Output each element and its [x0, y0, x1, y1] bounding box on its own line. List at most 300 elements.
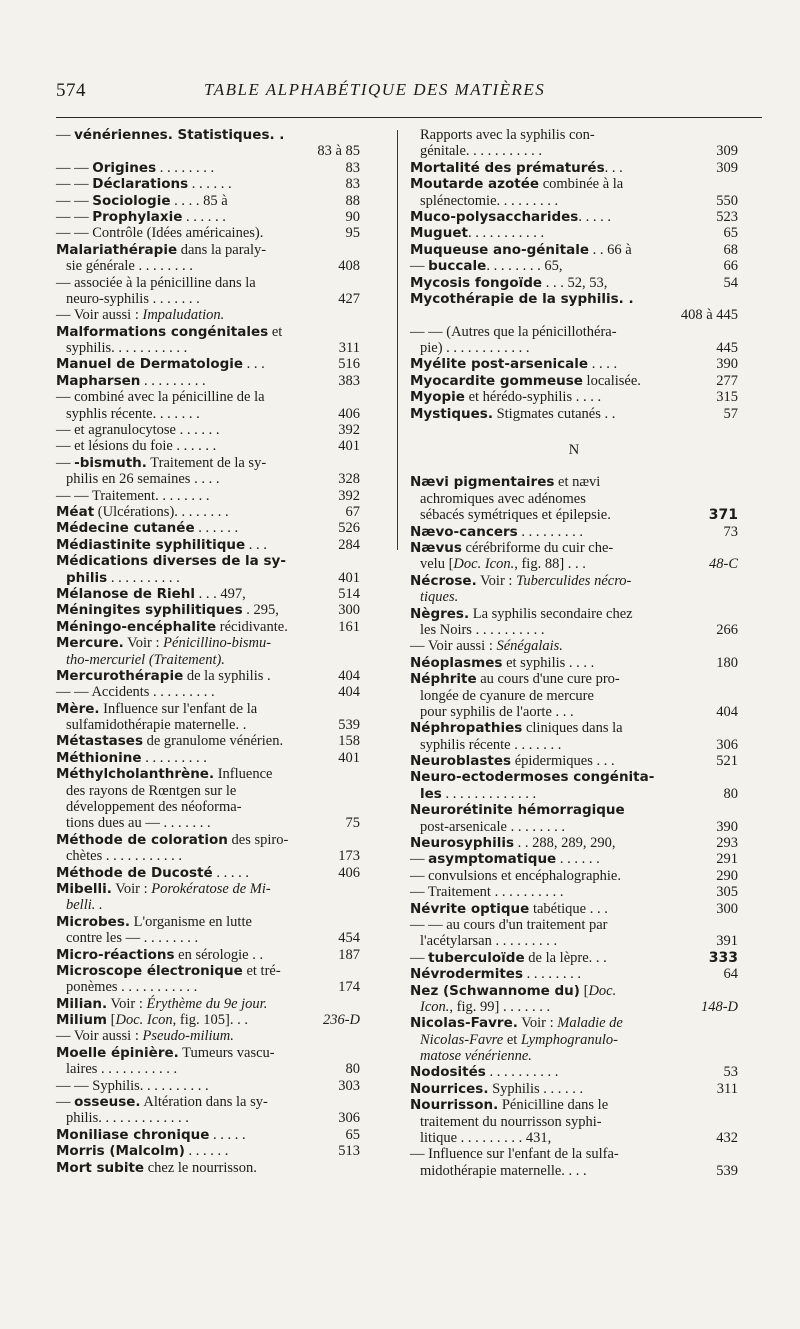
- entry-term: Néoplasmes: [410, 654, 503, 671]
- index-entry: [410, 474, 738, 490]
- index-entry: [56, 668, 360, 684]
- page-reference: 401: [338, 749, 360, 766]
- index-entry: [56, 619, 360, 635]
- entry-text: [56, 160, 214, 176]
- entry-description: . . .: [243, 356, 265, 373]
- index-entry: [56, 1061, 360, 1077]
- page-reference: 311: [338, 340, 360, 357]
- entry-text: [410, 950, 607, 966]
- index-entry: [410, 258, 738, 274]
- page-reference: 80: [723, 785, 738, 802]
- entry-text: [56, 881, 271, 897]
- entry-description: — Voir aussi :: [410, 638, 497, 655]
- page-reference: 539: [338, 717, 360, 734]
- entry-text: [56, 586, 246, 602]
- entry-description: —: [410, 851, 429, 868]
- entry-text: [56, 176, 232, 192]
- entry-description: —: [56, 454, 75, 471]
- page-reference: 83: [345, 159, 360, 176]
- entry-description: — — (Autres que la pénicillothéra-: [410, 323, 617, 340]
- page-reference: 333: [708, 949, 738, 966]
- index-entry: [56, 406, 360, 422]
- entry-term: Neuroblastes: [410, 753, 512, 770]
- entry-text: [410, 275, 607, 291]
- entry-description: — Voir aussi :: [56, 1028, 143, 1045]
- page-reference: 88: [345, 192, 360, 209]
- entry-text: [56, 832, 288, 848]
- page-reference: 309: [716, 143, 738, 160]
- entry-description: contre les — . . . . . . . .: [66, 930, 199, 947]
- index-entry: [56, 1045, 360, 1061]
- index-entry: [410, 688, 738, 704]
- index-column-left: [56, 127, 360, 1176]
- entry-description: —: [56, 1094, 75, 1111]
- entry-term: Mycothérapie de la syphilis. .: [410, 290, 634, 307]
- entry-term: Méningites syphilitiques: [56, 602, 243, 619]
- entry-term: Névrite optique: [410, 900, 530, 917]
- entry-description: et tré-: [242, 962, 281, 979]
- index-entry: [56, 750, 360, 766]
- entry-text: [410, 160, 623, 176]
- entry-reference: Nicolas-Favre: [420, 1031, 504, 1048]
- entry-description: . . . . . .: [188, 176, 232, 193]
- entry-description: . 295,: [242, 602, 279, 619]
- page-reference: 404: [338, 667, 360, 684]
- entry-description: chètes . . . . . . . . . . .: [66, 848, 182, 865]
- index-entry: [410, 589, 738, 605]
- entry-term: Muco-polysaccharides: [410, 208, 579, 225]
- entry-description: . . . . .: [209, 1126, 246, 1143]
- entry-description: , fig. 88] . . .: [514, 556, 586, 573]
- entry-term: Métastases: [56, 733, 143, 750]
- entry-description: . . . .: [588, 356, 618, 373]
- entry-text: [56, 225, 263, 241]
- entry-description: tabétique . . .: [529, 900, 608, 917]
- entry-description: . . . . . . . . . . . . .: [441, 785, 537, 802]
- entry-term: Myopie: [410, 389, 465, 406]
- entry-description: syphlis récente. . . . . . .: [66, 405, 200, 422]
- entry-term: Mort subite: [56, 1159, 145, 1176]
- entry-term: philis: [66, 569, 108, 586]
- index-entry: [56, 373, 360, 389]
- entry-term: asymptomatique: [428, 851, 557, 868]
- entry-description: génitale. . . . . . . . . . .: [420, 143, 543, 160]
- entry-reference: Doc. Icon: [115, 1012, 173, 1029]
- entry-text: [56, 324, 282, 340]
- index-entry: [410, 324, 738, 340]
- entry-term: Myocardite gommeuse: [410, 372, 583, 389]
- index-entry: [410, 1163, 738, 1179]
- entry-description: La syphilis secondaire chez: [469, 605, 633, 622]
- index-entry: [410, 1130, 738, 1146]
- entry-text: [56, 488, 209, 504]
- index-entry: [56, 963, 360, 979]
- entry-term: Mystiques.: [410, 405, 493, 422]
- page-reference: 391: [716, 933, 738, 950]
- entry-term: Sociologie: [92, 192, 171, 209]
- page-number: 574: [56, 80, 86, 101]
- page-reference: 95: [345, 225, 360, 242]
- entry-term: Neurorétinite hémorragique: [410, 802, 625, 819]
- page-reference: 67: [345, 503, 360, 520]
- entry-text: [56, 389, 265, 405]
- entry-text: [410, 1146, 619, 1162]
- index-entry: [410, 950, 738, 966]
- entry-description: Pénicilline dans le: [498, 1097, 609, 1114]
- entry-reference: belli. .: [66, 897, 103, 914]
- entry-text: [56, 619, 288, 635]
- entry-reference: matose vénérienne.: [420, 1048, 532, 1065]
- index-entry: [56, 701, 360, 717]
- entry-description: Voir :: [123, 635, 164, 652]
- index-entry: [56, 176, 360, 192]
- entry-term: Morris (Malcolm): [56, 1143, 185, 1160]
- entry-text: [56, 1045, 275, 1061]
- index-entry: [410, 933, 738, 949]
- entry-term: -bismuth.: [74, 454, 147, 471]
- entry-description: des rayons de Rœntgen sur le: [66, 782, 237, 799]
- entry-text: [420, 786, 536, 802]
- index-entry: [410, 356, 738, 372]
- entry-description: développement des néoforma-: [66, 799, 242, 816]
- index-entry: [410, 704, 738, 720]
- entry-text: [66, 570, 180, 586]
- entry-description: . . . 52, 53,: [542, 274, 608, 291]
- index-entry: [56, 979, 360, 995]
- page-reference: 236-D: [322, 1012, 360, 1029]
- page-reference: 306: [716, 736, 738, 753]
- entry-description: —: [410, 258, 429, 275]
- entry-description: . . . . . . . . . . .: [467, 225, 545, 242]
- index-entry: [56, 389, 360, 405]
- entry-description: . . . . . . . . . .: [485, 1064, 559, 1081]
- entry-description: . . .: [245, 536, 267, 553]
- entry-term: Milium: [56, 1012, 107, 1029]
- entry-description: . . 288, 289, 290,: [514, 835, 616, 852]
- index-entry: [410, 1146, 738, 1162]
- entry-text: [420, 340, 530, 356]
- index-entry: [56, 1094, 360, 1110]
- entry-description: , fig. 105]. . .: [172, 1012, 248, 1029]
- index-entry: [410, 1015, 738, 1031]
- page-reference: 383: [338, 372, 360, 389]
- entry-text: [410, 258, 562, 274]
- page-reference: 266: [716, 621, 738, 638]
- entry-term: Nécrose.: [410, 572, 477, 589]
- entry-description: de la syphilis .: [183, 667, 271, 684]
- entry-description: syphilis. . . . . . . . . . .: [66, 340, 188, 357]
- page-reference: 80: [345, 1061, 360, 1078]
- entry-term: tuberculoïde: [428, 949, 525, 966]
- page-reference: 83: [345, 176, 360, 193]
- entry-description: neuro-syphilis . . . . . . .: [66, 290, 200, 307]
- page-reference: 180: [716, 654, 738, 671]
- entry-text: [56, 668, 271, 684]
- page-reference: 315: [716, 389, 738, 406]
- entry-description: cérébriforme du cuir che-: [461, 539, 614, 556]
- entry-description: litique . . . . . . . . . 431,: [420, 1130, 552, 1147]
- page-reference: 401: [338, 569, 360, 586]
- index-entry: [56, 1160, 360, 1176]
- index-entry: [410, 389, 738, 405]
- entry-description: . . . . . .: [182, 208, 226, 225]
- index-entry: [56, 143, 360, 159]
- entry-text: [420, 688, 594, 704]
- entry-text: [66, 799, 242, 815]
- page-reference: 48-C: [709, 556, 738, 573]
- entry-text: [56, 455, 266, 471]
- entry-term: Néphropathies: [410, 720, 523, 737]
- entry-text: [66, 652, 225, 668]
- entry-description: Voir :: [107, 995, 147, 1012]
- entry-text: [56, 1028, 234, 1044]
- page-reference: 291: [716, 851, 738, 868]
- entry-text: [66, 930, 198, 946]
- entry-description: (Ulcérations). . . . . . . .: [94, 503, 229, 520]
- index-entry: [56, 1012, 360, 1028]
- entry-description: Stigmates cutanés . .: [492, 405, 616, 422]
- entry-text: [56, 307, 224, 323]
- index-entry: [410, 802, 738, 818]
- page-reference: 550: [716, 192, 738, 209]
- entry-description: . . . . . . . . 65,: [486, 258, 563, 275]
- entry-text: [420, 999, 550, 1015]
- index-entry: [410, 786, 738, 802]
- entry-term: Méthode de Ducosté: [56, 864, 213, 881]
- entry-text: [410, 769, 654, 785]
- entry-description: l'acétylarsan . . . . . . . . .: [420, 933, 558, 950]
- entry-term: Nævo-cancers: [410, 523, 518, 540]
- entry-description: et nævi: [554, 474, 601, 491]
- entry-text: [66, 717, 246, 733]
- entry-term: Méthionine: [56, 749, 142, 766]
- entry-text: [56, 127, 284, 143]
- entry-text: [56, 865, 249, 881]
- entry-text: [420, 1048, 532, 1064]
- page-reference: 173: [338, 848, 360, 865]
- entry-term: buccale: [428, 258, 487, 275]
- entry-description: . . . . . . . .: [523, 966, 582, 983]
- index-entry: [410, 753, 738, 769]
- entry-description: Syphilis . . . . . .: [488, 1080, 584, 1097]
- entry-text: [56, 520, 238, 536]
- page-reference: 66: [723, 258, 738, 275]
- entry-text: [569, 442, 579, 458]
- entry-term: Mercure.: [56, 635, 124, 652]
- entry-text: [66, 1110, 189, 1126]
- entry-text: [410, 1081, 583, 1097]
- entry-text: [66, 783, 236, 799]
- entry-term: Médiastinite syphilitique: [56, 536, 246, 553]
- entry-text: [420, 193, 558, 209]
- entry-term: Méat: [56, 503, 95, 520]
- entry-text: [410, 753, 615, 769]
- index-entry: [410, 340, 738, 356]
- page-reference: 83 à 85: [317, 143, 360, 160]
- index-entry: [56, 1127, 360, 1143]
- entry-description: . . . . . . . . .: [140, 372, 206, 389]
- entry-description: . . . . . .: [556, 851, 600, 868]
- entry-text: [56, 1012, 248, 1028]
- index-entry: [410, 868, 738, 884]
- index-entry: [410, 406, 738, 422]
- entry-term: Méthylcholanthrène.: [56, 766, 215, 783]
- index-entry: [56, 996, 360, 1012]
- entry-description: — —: [56, 192, 93, 209]
- entry-text: [66, 1061, 177, 1077]
- page-reference: 306: [338, 1110, 360, 1127]
- entry-text: [420, 1130, 551, 1146]
- page-reference: 68: [723, 241, 738, 258]
- page-reference: 57: [723, 405, 738, 422]
- entry-description: splénectomie. . . . . . . . .: [420, 192, 559, 209]
- header-rule: [56, 117, 762, 118]
- index-entry: [410, 966, 738, 982]
- entry-text: [66, 406, 200, 422]
- entry-description: dans la paraly-: [177, 241, 267, 258]
- entry-term: Mélanose de Riehl: [56, 585, 196, 602]
- entry-description: velu [: [420, 556, 454, 573]
- index-entry: [56, 160, 360, 176]
- entry-description: — — Accidents . . . . . . . . .: [56, 684, 215, 701]
- page-reference: 445: [716, 340, 738, 357]
- index-entry: [56, 865, 360, 881]
- entry-term: les: [420, 785, 442, 802]
- entry-description: et syphilis . . . .: [502, 654, 595, 671]
- entry-text: [56, 242, 266, 258]
- index-entry: [56, 488, 360, 504]
- entry-term: Nævi pigmentaires: [410, 474, 555, 491]
- entry-text: [410, 884, 563, 900]
- page-reference: 371: [708, 507, 738, 524]
- index-entry: [410, 884, 738, 900]
- entry-description: traitement du nourrisson syphi-: [420, 1113, 602, 1130]
- entry-description: . . . . . .: [184, 1143, 229, 1160]
- page-reference: 65: [723, 225, 738, 242]
- entry-text: [410, 1064, 558, 1080]
- entry-text: [56, 1094, 268, 1110]
- index-entry: [56, 553, 360, 569]
- entry-text: [420, 622, 544, 638]
- index-entry: [56, 914, 360, 930]
- entry-text: [66, 471, 219, 487]
- entry-description: — et agranulocytose . . . . . .: [56, 422, 220, 439]
- entry-text: [420, 1114, 602, 1130]
- entry-text: [420, 1163, 587, 1179]
- entry-text: [56, 684, 215, 700]
- entry-description: Influence: [214, 766, 273, 783]
- entry-reference: Pseudo-milium.: [142, 1028, 234, 1045]
- entry-text: [66, 815, 211, 831]
- entry-description: —: [410, 949, 429, 966]
- entry-reference: Érythème du 9e jour.: [146, 995, 268, 1012]
- entry-term: Moelle épinière.: [56, 1044, 179, 1061]
- entry-term: Microscope électronique: [56, 962, 243, 979]
- entry-description: chez le nourrisson.: [144, 1159, 257, 1176]
- index-entry: [410, 769, 738, 785]
- entry-term: Moniliase chronique: [56, 1126, 210, 1143]
- index-entry: [410, 143, 738, 159]
- entry-text: [420, 507, 611, 523]
- index-entry: [56, 471, 360, 487]
- entry-description: sébacés symétriques et épilepsie.: [420, 507, 611, 524]
- entry-description: . . . . . . . .: [156, 159, 215, 176]
- index-entry: [410, 655, 738, 671]
- page-header: [56, 80, 762, 110]
- index-entry: [56, 422, 360, 438]
- page-reference: 514: [338, 585, 360, 602]
- entry-description: , fig. 99] . . . . . . .: [449, 998, 551, 1015]
- entry-description: sie générale . . . . . . . .: [66, 258, 193, 275]
- entry-text: [410, 966, 581, 982]
- entry-text: [56, 422, 220, 438]
- entry-term: Myélite post-arsenicale: [410, 356, 589, 373]
- index-entry: [410, 573, 738, 589]
- entry-term: Origines: [92, 159, 157, 176]
- index-entry: [56, 602, 360, 618]
- entry-text: [56, 537, 267, 553]
- page-reference: 390: [716, 818, 738, 835]
- page-reference: 64: [723, 966, 738, 983]
- index-entry: [56, 766, 360, 782]
- page-reference: 526: [338, 520, 360, 537]
- entry-term: Neurosyphilis: [410, 835, 515, 852]
- entry-description: philis en 26 semaines . . . .: [66, 471, 220, 488]
- entry-description: — et lésions du foie . . . . . .: [56, 438, 217, 455]
- entry-reference: Tuberculides nécro-: [516, 572, 632, 589]
- index-entry: [56, 1110, 360, 1126]
- page-reference: 300: [338, 602, 360, 619]
- entry-text: [410, 176, 623, 192]
- entry-text: [56, 963, 281, 979]
- entry-text: [56, 1160, 257, 1176]
- index-entry: [410, 1048, 738, 1064]
- page-reference: 174: [338, 979, 360, 996]
- entry-description: — combiné avec la pénicilline de la: [56, 389, 265, 406]
- index-entry: [56, 455, 360, 471]
- page-reference: 161: [338, 618, 360, 635]
- entry-description: philis. . . . . . . . . . . . .: [66, 1110, 189, 1127]
- entry-text: [410, 851, 600, 867]
- entry-reference: Maladie de: [557, 1015, 623, 1032]
- entry-text: [410, 406, 615, 422]
- entry-term: Nègres.: [410, 605, 470, 622]
- entry-text: [66, 258, 193, 274]
- entry-text: [410, 1015, 623, 1031]
- index-entry: [56, 684, 360, 700]
- entry-term: Mercurothérapie: [56, 667, 184, 684]
- page-reference: 521: [716, 753, 738, 770]
- entry-description: — — Contrôle (Idées américaines).: [56, 225, 264, 242]
- entry-text: [66, 291, 200, 307]
- entry-description: L'organisme en lutte: [129, 913, 252, 930]
- page-reference: 392: [338, 487, 360, 504]
- index-entry: [410, 176, 738, 192]
- index-entry: [56, 242, 360, 258]
- entry-description: et hérédo-syphilis . . . .: [464, 389, 602, 406]
- entry-reference: Porokératose de Mi-: [151, 880, 271, 897]
- entry-text: [420, 933, 557, 949]
- entry-description: Traitement de la sy-: [146, 454, 267, 471]
- entry-description: combinée à la: [539, 176, 624, 193]
- entry-term: Milian.: [56, 995, 108, 1012]
- index-entry: [410, 291, 738, 307]
- entry-text: [56, 701, 257, 717]
- page-reference: 513: [338, 1143, 360, 1160]
- index-column-right: [410, 127, 738, 1179]
- entry-text: [410, 524, 583, 540]
- entry-term: Déclarations: [92, 176, 189, 193]
